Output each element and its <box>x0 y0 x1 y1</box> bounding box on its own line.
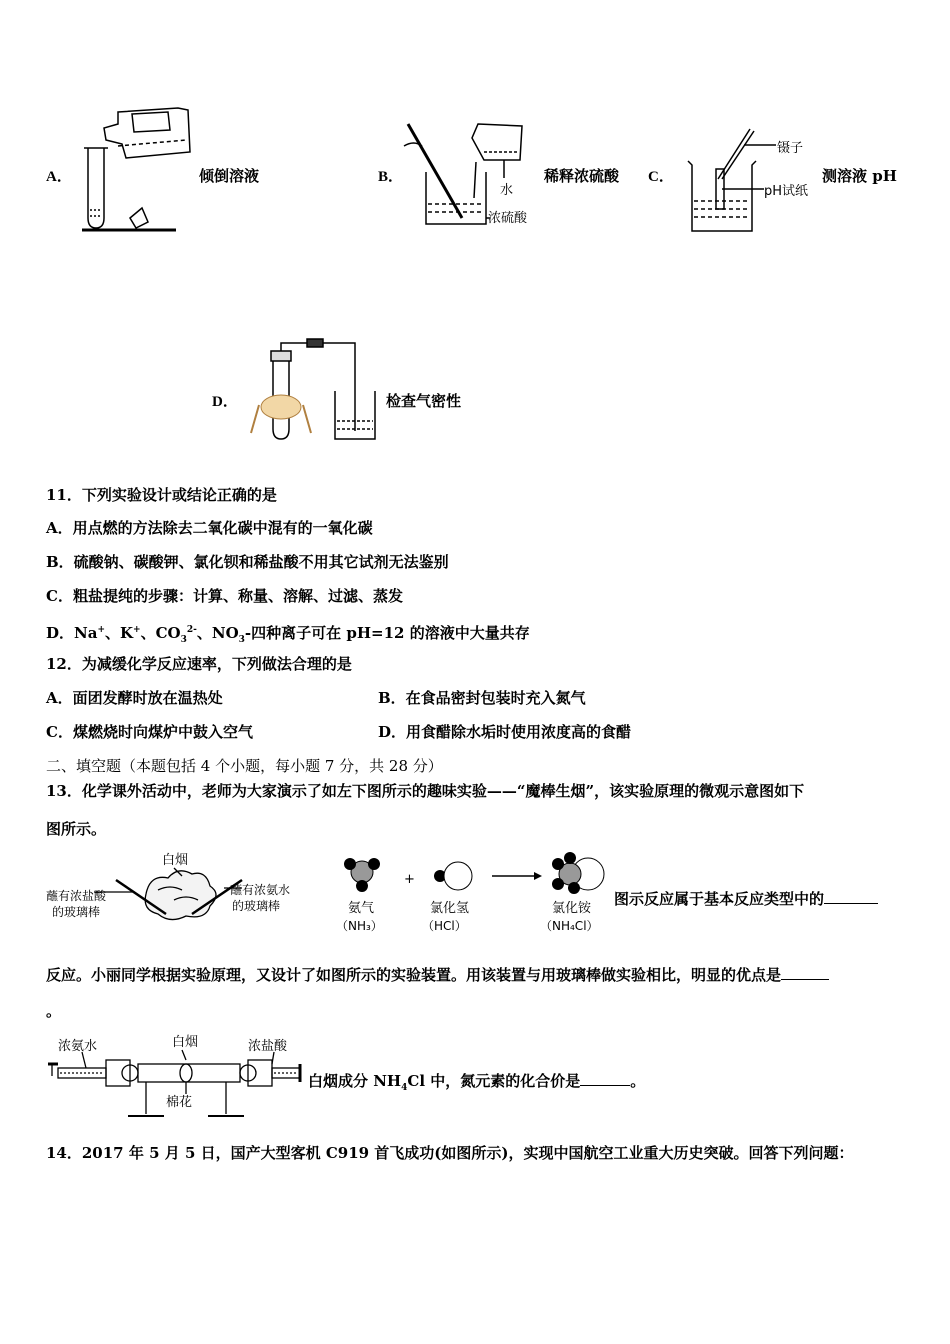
label-right-rod-2: 的玻璃棒 <box>232 899 281 913</box>
molecule-hcl <box>434 862 472 890</box>
label-ph-paper: pH试纸 <box>764 184 809 199</box>
label-hydrochloric: 浓盐酸 <box>248 1039 288 1054</box>
label-hcl-name: 氯化氢 <box>430 901 470 916</box>
label-nh3-formula: （NH₃） <box>336 919 383 933</box>
q13-line2: 图所示。 <box>46 820 107 838</box>
option-c-caption: 测溶液 pH <box>822 167 897 185</box>
q13-line1: 13．化学课外活动中，老师为大家演示了如左下图所示的趣味实验——“魔棒生烟”，该实验原理的微观示意图如下 <box>46 782 805 800</box>
label-left-rod-1: 蘸有浓盐酸 <box>46 889 107 903</box>
label-white-smoke: 白烟 <box>172 1035 199 1050</box>
q11-option-c: C．粗盐提纯的步骤：计算、称量、溶解、过滤、蒸发 <box>46 587 403 605</box>
q11-option-a: A．用点燃的方法除去二氧化碳中混有的一氧化碳 <box>46 519 373 537</box>
figure-syringe-apparatus <box>46 1030 306 1122</box>
q11-option-b: B．硫酸钠、碳酸钾、氯化钡和稀盐酸不用其它试剂无法鉴别 <box>46 553 449 571</box>
figure-molecule-reaction <box>330 850 615 938</box>
label-nh4cl-name: 氯化铵 <box>552 901 592 916</box>
answer-blank-3[interactable] <box>580 1071 630 1086</box>
molecule-nh3 <box>344 858 380 892</box>
label-smoke: 白烟 <box>162 853 189 868</box>
option-a-caption: 倾倒溶液 <box>199 167 260 185</box>
label-conc-acid: 浓硫酸 <box>488 211 528 226</box>
label-right-rod-1: 蘸有浓氨水 <box>230 883 291 897</box>
q12-option-a: A．面团发酵时放在温热处 <box>46 689 223 707</box>
molecule-nh4cl <box>552 852 604 894</box>
q13-line5: 白烟成分 $NH_4Cl$ 中，氮元素的化合价是 。 <box>308 1072 646 1093</box>
figure-check-airtightness <box>245 335 385 443</box>
figure-measure-ph <box>680 125 820 237</box>
q13-line4: 。 <box>46 1002 62 1020</box>
answer-blank-1[interactable] <box>824 889 878 904</box>
label-hcl-formula: （HCl） <box>422 919 467 933</box>
q12-stem: 12．为减缓化学反应速率，下列做法合理的是 <box>46 655 352 673</box>
answer-blank-2[interactable] <box>781 965 829 980</box>
figure-magic-smoke <box>46 850 311 930</box>
label-ammonia: 浓氨水 <box>58 1039 98 1054</box>
q14-stem: 14．2017 年 5 月 5 日，国产大型客机 C919 首飞成功(如图所示)，实现中国航空工业重大历史突破。回答下列问题： <box>46 1144 854 1162</box>
section-title: 二、填空题（本题包括 4 个小题，每小题 7 分，共 28 分） <box>46 757 443 775</box>
figure-dilute-acid <box>400 118 545 233</box>
label-water: 水 <box>500 183 514 198</box>
option-b-letter: B． <box>378 169 404 185</box>
option-b-caption: 稀释浓硫酸 <box>544 167 620 185</box>
option-a-letter: A． <box>46 169 72 185</box>
q12-option-b: B．在食品密封包装时充入氮气 <box>378 689 586 707</box>
q13-after-figure: 图示反应属于基本反应类型中的 <box>614 889 878 909</box>
q12-option-c: C．煤燃烧时向煤炉中鼓入空气 <box>46 723 253 741</box>
label-nh3-name: 氨气 <box>348 901 375 916</box>
q11-stem: 11．下列实验设计或结论正确的是 <box>46 486 277 504</box>
figure-pour-solution <box>78 100 208 235</box>
q11-option-d: D．Na+、K+、$CO_3^{2-}$、$NO_3-$四种离子可在 pH=12 的溶液中大量共存 <box>46 624 530 645</box>
label-tweezers: 镊子 <box>777 141 804 156</box>
q13-line3: 反应。小丽同学根据实验原理，又设计了如图所示的实验装置。用该装置与用玻璃棒做实验相比，明显的优点是 <box>46 965 829 985</box>
label-left-rod-2: 的玻璃棒 <box>52 905 101 919</box>
option-c-letter: C． <box>648 169 674 185</box>
label-nh4cl-formula: （NH₄Cl） <box>540 919 599 933</box>
option-d-letter: D． <box>212 394 238 410</box>
plus-sign: + <box>404 872 415 887</box>
option-d-caption: 检查气密性 <box>386 392 462 410</box>
q12-option-d: D．用食醋除水垢时使用浓度高的食醋 <box>378 723 632 741</box>
label-cotton: 棉花 <box>166 1095 193 1110</box>
